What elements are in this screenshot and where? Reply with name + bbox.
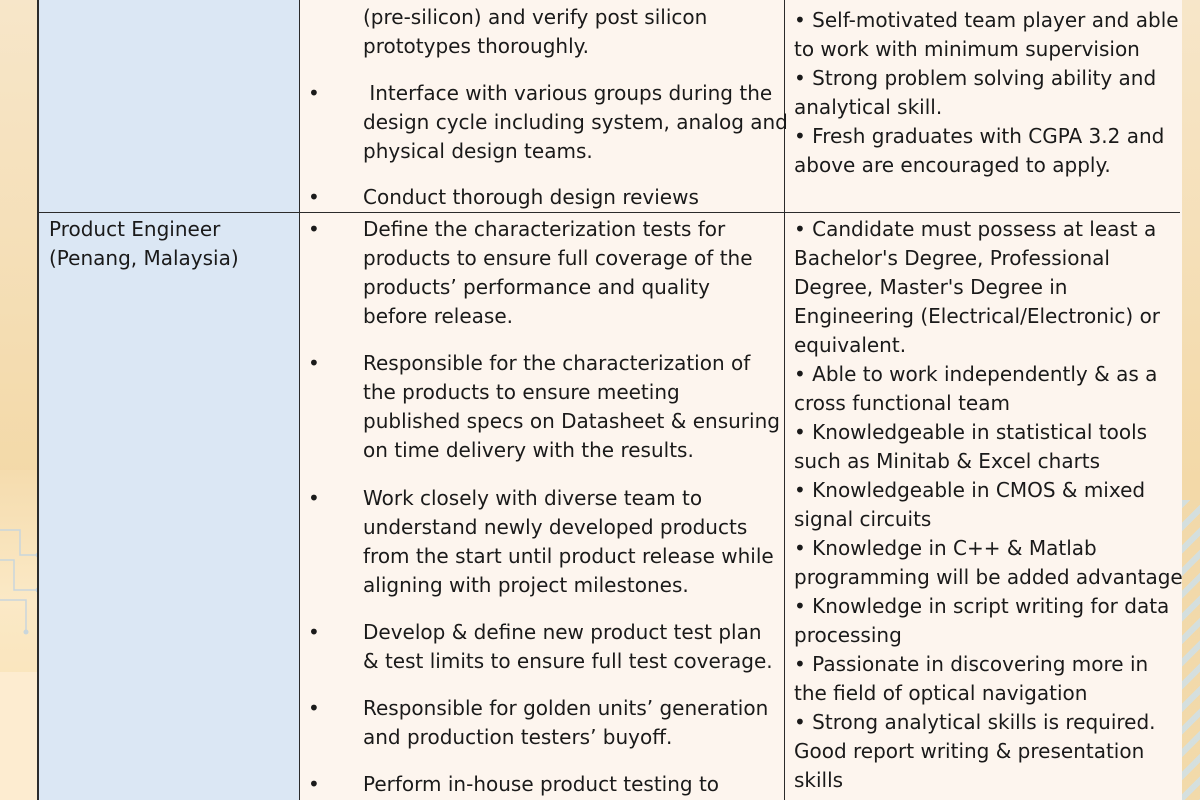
responsibility-line: published specs on Datasheet & ensuring <box>363 409 780 433</box>
requirement-line: • Candidate must possess at least a <box>794 217 1157 241</box>
responsibility-line: (pre-silicon) and verify post silicon <box>363 5 708 29</box>
requirement-line: such as Minitab & Excel charts <box>794 449 1101 473</box>
responsibility-line: & test limits to ensure full test coverage. <box>363 649 773 673</box>
requirement-line: to work with minimum supervision <box>794 37 1140 61</box>
requirement-line: analytical skill. <box>794 95 943 119</box>
bullet: • <box>308 217 320 241</box>
responsibility-line: and production testers’ buyoff. <box>363 725 673 749</box>
requirement-line: skills <box>794 768 844 792</box>
responsibility-line: products to ensure full coverage of the <box>363 246 753 270</box>
requirement-line: signal circuits <box>794 507 932 531</box>
bullet: • <box>308 696 320 720</box>
bullet: • <box>308 486 320 510</box>
responsibility-line: Perform in-house product testing to <box>363 772 720 796</box>
bullet: • <box>308 351 320 375</box>
bullet: • <box>308 772 320 796</box>
requirement-line: • Able to work independently & as a <box>794 362 1158 386</box>
requirement-line: • Passionate in discovering more in <box>794 652 1149 676</box>
responsibility-line: before release. <box>363 304 514 328</box>
requirement-line: • Knowledge in script writing for data <box>794 594 1170 618</box>
responsibility-line: prototypes thoroughly. <box>363 34 589 58</box>
requirement-line: Bachelor's Degree, Professional <box>794 246 1110 270</box>
responsibility-line: products’ performance and quality <box>363 275 710 299</box>
responsibility-line: from the start until product release while <box>363 544 774 568</box>
row-divider <box>39 212 1180 213</box>
requirement-line: • Strong problem solving ability and <box>794 66 1157 90</box>
background-band <box>0 672 40 800</box>
job-location: (Penang, Malaysia) <box>49 246 239 270</box>
requirement-line: equivalent. <box>794 333 907 357</box>
requirement-line: Degree, Master's Degree in <box>794 275 1068 299</box>
responsibility-line: Responsible for the characterization of <box>363 351 751 375</box>
responsibility-line: Work closely with diverse team to <box>363 486 703 510</box>
requirement-line: programming will be added advantage <box>794 565 1183 589</box>
requirement-line: • Strong analytical skills is required. <box>794 710 1156 734</box>
requirement-line: the field of optical navigation <box>794 681 1088 705</box>
requirement-line: Engineering (Electrical/Electronic) or <box>794 304 1161 328</box>
bullet: • <box>308 620 320 644</box>
responsibility-line: Define the characterization tests for <box>363 217 726 241</box>
requirement-line: • Self-motivated team player and able <box>794 8 1179 32</box>
requirement-line: • Knowledge in C++ & Matlab <box>794 536 1097 560</box>
responsibility-line: understand newly developed products <box>363 515 748 539</box>
responsibility-line: Interface with various groups during the <box>363 81 773 105</box>
responsibility-line: the products to ensure meeting <box>363 380 680 404</box>
responsibility-line: Conduct thorough design reviews <box>363 185 699 209</box>
requirement-line: • Knowledgeable in CMOS & mixed <box>794 478 1146 502</box>
responsibility-line: aligning with project milestones. <box>363 573 689 597</box>
responsibility-line: design cycle including system, analog and <box>363 110 788 134</box>
requirement-line: • Fresh graduates with CGPA 3.2 and <box>794 124 1165 148</box>
background-decoration-right <box>1182 500 1200 800</box>
responsibility-line: on time delivery with the results. <box>363 438 694 462</box>
bullet: • <box>308 185 320 209</box>
circuit-pattern <box>0 500 40 660</box>
job-title-column <box>39 0 300 800</box>
responsibility-line: physical design teams. <box>363 139 593 163</box>
requirement-line: cross functional team <box>794 391 1010 415</box>
requirement-line: Good report writing & presentation <box>794 739 1145 763</box>
requirement-line: processing <box>794 623 902 647</box>
job-title: Product Engineer <box>49 217 221 241</box>
bullet: • <box>308 81 320 105</box>
responsibility-line: Responsible for golden units’ generation <box>363 696 769 720</box>
requirement-line: • Knowledgeable in statistical tools <box>794 420 1148 444</box>
requirement-line: above are encouraged to apply. <box>794 153 1111 177</box>
responsibility-line: Develop & define new product test plan <box>363 620 762 644</box>
